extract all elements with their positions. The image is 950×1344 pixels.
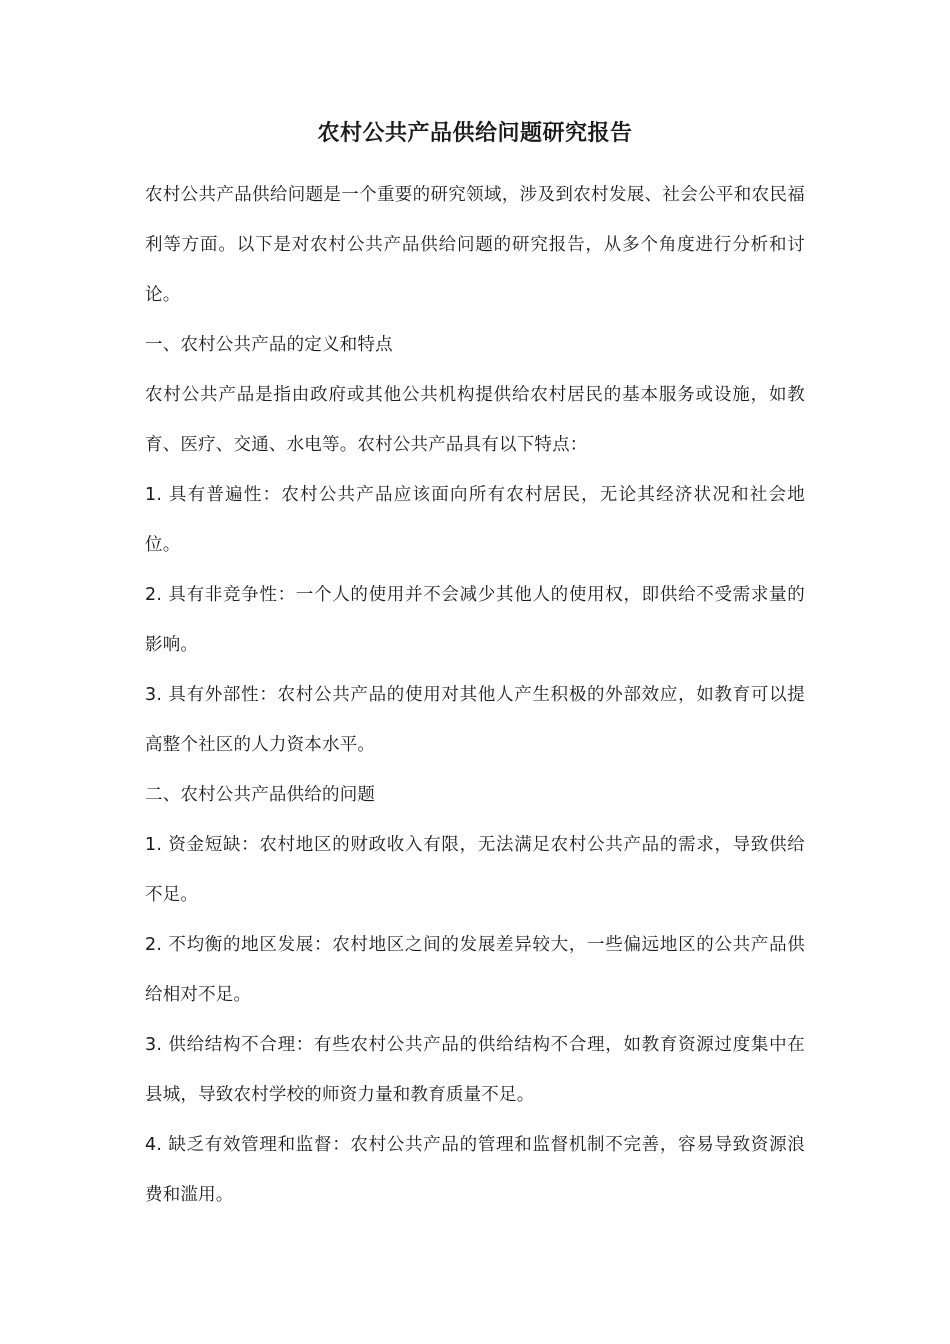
section-heading-problems: 二、农村公共产品供给的问题 <box>145 785 376 805</box>
list-item: 2. 不均衡的地区发展：农村地区之间的发展差异较大，一些偏远地区的公共产品供给相对不足。 <box>145 935 805 1005</box>
list-item: 3. 供给结构不合理：有些农村公共产品的供给结构不合理，如教育资源过度集中在县城，导致农村学校的师资力量和教育质量不足。 <box>145 1035 805 1105</box>
intro-paragraph: 农村公共产品供给问题是一个重要的研究领域，涉及到农村发展、社会公平和农民福利等方面。以下是对农村公共产品供给问题的研究报告，从多个角度进行分析和讨论。 <box>145 185 805 305</box>
list-item: 1. 具有普遍性：农村公共产品应该面向所有农村居民，无论其经济状况和社会地位。 <box>145 485 805 555</box>
list-item: 4. 缺乏有效管理和监督：农村公共产品的管理和监督机制不完善，容易导致资源浪费和滥用。 <box>145 1135 805 1205</box>
list-item: 2. 具有非竞争性：一个人的使用并不会减少其他人的使用权，即供给不受需求量的影响。 <box>145 585 805 655</box>
section-heading-definition: 一、农村公共产品的定义和特点 <box>145 335 393 355</box>
definition-paragraph: 农村公共产品是指由政府或其他公共机构提供给农村居民的基本服务或设施，如教育、医疗、交通、水电等。农村公共产品具有以下特点： <box>145 385 805 455</box>
list-item: 3. 具有外部性：农村公共产品的使用对其他人产生积极的外部效应，如教育可以提高整个社区的人力资本水平。 <box>145 685 805 755</box>
document-title: 农村公共产品供给问题研究报告 <box>317 121 633 146</box>
document-body <box>145 170 805 1220</box>
list-item: 1. 资金短缺：农村地区的财政收入有限，无法满足农村公共产品的需求，导致供给不足。 <box>145 835 805 905</box>
